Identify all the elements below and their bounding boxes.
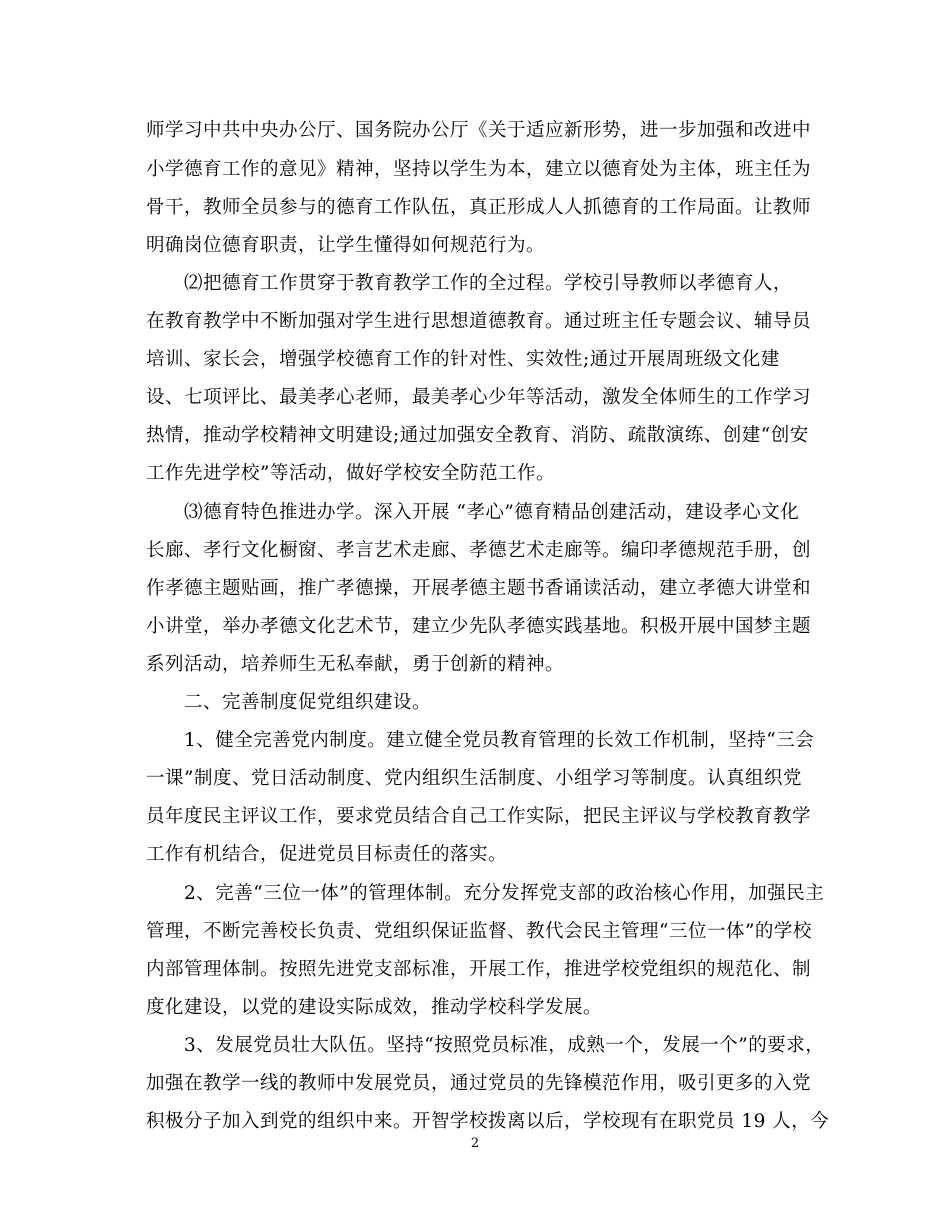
text-line: 长廊、孝行文化橱窗、孝言艺术走廊、孝德艺术走廊等。编印孝德规范手册，创 — [146, 540, 812, 561]
text-line: ⑶德育特色推进办学。深入开展 “孝心”德育精品创建活动，建设孝心文化 — [184, 502, 800, 523]
section-heading: 二、完善制度促党组织建设。 — [184, 692, 432, 713]
text-line: 内部管理体制。按照先进党支部标准，开展工作，推进学校党组织的规范化、制 — [146, 959, 812, 980]
text-line: 培训、家长会，增强学校德育工作的针对性、实效性;通过开展周班级文化建 — [146, 349, 780, 370]
text-line: 一课”制度、党日活动制度、党内组织生活制度、小组学习等制度。认真组织党 — [146, 768, 802, 789]
text-line: 工作先进学校”等活动，做好学校安全防范工作。 — [146, 463, 555, 484]
text-line: 小讲堂，举办孝德文化艺术节，建立少先队孝德实践基地。积极开展中国梦主题 — [146, 616, 812, 637]
text-line: 师学习中共中央办公厅、国务院办公厅《关于适应新形势，进一步加强和改进中 — [146, 120, 812, 141]
text-line: 1、健全完善党内制度。建立健全党员教育管理的长效工作机制，坚持“三会 — [184, 730, 815, 751]
text-line: 明确岗位德育职责，让学生懂得如何规范行为。 — [146, 235, 546, 256]
text-line: 热情，推动学校精神文明建设;通过加强安全教育、消防、疏散演练、创建“创安 — [146, 425, 809, 446]
text-line: 系列活动，培养师生无私奉献，勇于创新的精神。 — [146, 654, 565, 675]
text-line: 3、发展党员壮大队伍。坚持“按照党员标准，成熟一个，发展一个”的要求， — [184, 1035, 825, 1056]
text-line: 设、七项评比、最美孝心老师，最美孝心少年等活动，激发全体师生的工作学习 — [146, 387, 812, 408]
text-line: 员年度民主评议工作，要求党员结合自己工作实际，把民主评议与学校教育教学 — [146, 806, 812, 827]
text-line: 度化建设，以党的建设实际成效，推动学校科学发展。 — [146, 997, 603, 1018]
text-line: 加强在教学一线的教师中发展党员，通过党员的先锋模范作用，吸引更多的入党 — [146, 1073, 812, 1094]
text-line: 工作有机结合，促进党员目标责任的落实。 — [146, 844, 508, 865]
text-line: 作孝德主题贴画，推广孝德操，开展孝德主题书香诵读活动，建立孝德大讲堂和 — [146, 578, 812, 599]
text-line: 2、完善“三位一体”的管理体制。充分发挥党支部的政治核心作用，加强民主 — [184, 883, 825, 904]
text-line: 小学德育工作的意见》精神，坚持以学生为本，建立以德育处为主体，班主任为 — [146, 159, 812, 180]
text-line: ⑵把德育工作贯穿于教育教学工作的全过程。学校引导教师以孝德育人， — [184, 273, 793, 294]
text-line: 在教育教学中不断加强对学生进行思想道德教育。通过班主任专题会议、辅导员 — [146, 311, 812, 332]
text-line: 骨干，教师全员参与的德育工作队伍，真正形成人人抓德育的工作局面。让教师 — [146, 197, 812, 218]
text-line: 积极分子加入到党的组织中来。开智学校拨离以后，学校现有在职党员 19 人，今 — [146, 1111, 830, 1132]
text-line: 管理，不断完善校长负责、党组织保证监督、教代会民主管理“三位一体”的学校 — [146, 921, 812, 942]
page-number: 2 — [470, 1136, 480, 1151]
